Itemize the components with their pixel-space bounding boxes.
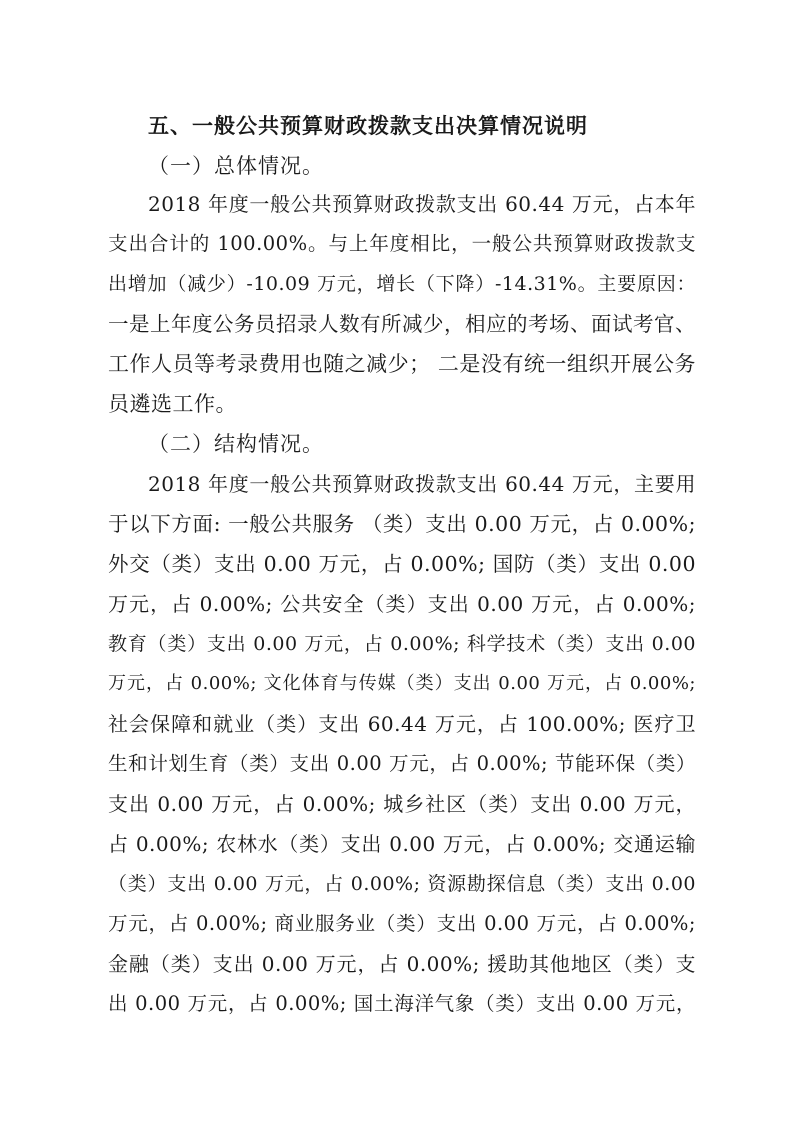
- overall-line-2: 支出合计的 100.00%。与上年度相比，一般公共预算财政拨款支: [108, 232, 696, 255]
- structure-line-9: 支出 0.00 万元，占 0.00%; 城乡社区（类）支出 0.00 万元，: [108, 792, 696, 816]
- structure-line-1: 2018 年度一般公共预算财政拨款支出 60.44 万元，主要用: [148, 472, 696, 496]
- structure-line-14: 出 0.00 万元，占 0.00%; 国土海洋气象（类）支出 0.00 万元，: [108, 992, 696, 1015]
- overall-line-5: 工作人员等考录费用也随之减少； 二是没有统一组织开展公务: [108, 352, 696, 376]
- structure-line-13: 金融（类）支出 0.00 万元，占 0.00%; 援助其他地区（类）支: [108, 952, 696, 976]
- structure-line-2: 于以下方面: 一般公共服务 （类）支出 0.00 万元，占 0.00%;: [108, 512, 696, 536]
- overall-line-3: 出增加（减少）-10.09 万元，增长（下降）-14.31%。主要原因：: [108, 273, 696, 295]
- structure-line-5: 教育（类）支出 0.00 万元，占 0.00%; 科学技术（类）支出 0.00: [108, 633, 696, 655]
- structure-line-8: 生和计划生育（类）支出 0.00 万元，占 0.00%; 节能环保（类）: [108, 752, 696, 775]
- overall-line-4: 一是上年度公务员招录人数有所减少，相应的考场、面试考官、: [108, 312, 696, 336]
- section-title: 五、一般公共预算财政拨款支出决算情况说明: [148, 114, 588, 138]
- structure-line-6: 万元，占 0.00%; 文化体育与传媒（类）支出 0.00 万元，占 0.00%;: [108, 673, 696, 694]
- structure-line-7: 社会保障和就业（类）支出 60.44 万元，占 100.00%; 医疗卫: [108, 712, 696, 736]
- overall-heading: （一）总体情况。: [148, 154, 324, 178]
- structure-line-3: 外交（类）支出 0.00 万元，占 0.00%; 国防（类）支出 0.00: [108, 552, 696, 576]
- overall-line-6: 员遴选工作。: [108, 392, 237, 416]
- overall-line-1: 2018 年度一般公共预算财政拨款支出 60.44 万元，占本年: [148, 192, 696, 216]
- structure-line-12: 万元，占 0.00%; 商业服务业（类）支出 0.00 万元，占 0.00%;: [108, 912, 696, 935]
- structure-line-11: （类）支出 0.00 万元，占 0.00%; 资源勘探信息（类）支出 0.00: [108, 873, 696, 895]
- structure-heading: （二）结构情况。: [148, 432, 324, 456]
- structure-line-10: 占 0.00%; 农林水（类）支出 0.00 万元，占 0.00%; 交通运输: [108, 832, 696, 856]
- structure-line-4: 万元，占 0.00%; 公共安全（类）支出 0.00 万元，占 0.00%;: [108, 592, 696, 616]
